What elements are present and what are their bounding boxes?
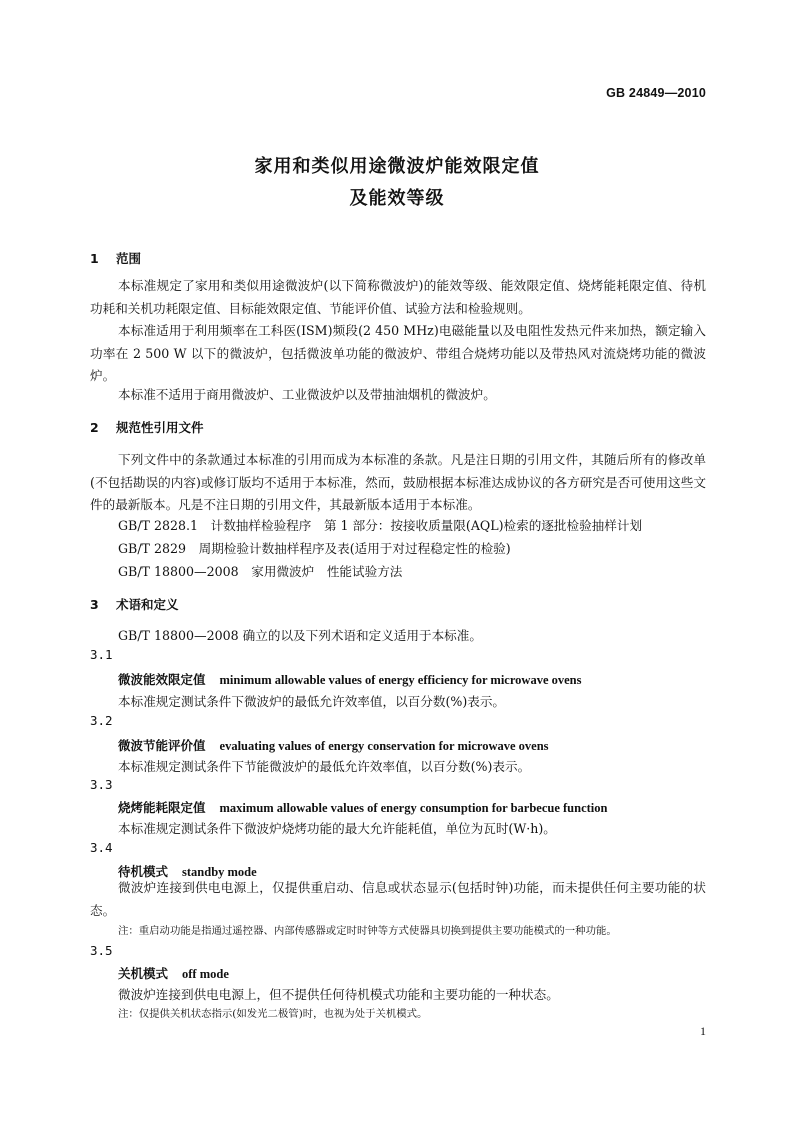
paragraph: 本标准适用于利用频率在工科医(ISM)频段(2 450 MHz)电磁能量以及电阻性发热元件来加热，额定输入功率在 2 500 W 以下的微波炉，包括微波单功能的微波炉、带组合烧烤功能以及带热风对流烧烤功能的微波炉。	[90, 323, 706, 383]
term-note: 注：重启动功能是指通过遥控器、内部传感器或定时时钟等方式使器具切换到提供主要功能模式的一种功能。	[118, 925, 617, 937]
terms-intro: GB/T 18800—2008 确立的以及下列术语和定义适用于本标准。	[118, 628, 482, 643]
term-heading	[118, 963, 229, 982]
section-number: 2	[90, 420, 99, 435]
paragraph: 本标准规定了家用和类似用途微波炉(以下简称微波炉)的能效等级、能效限定值、烧烤能耗限定值、待机功耗和关机功耗限定值、目标能效限定值、节能评价值、试验方法和检验规则。	[90, 278, 706, 316]
term-chinese: 微波节能评价值	[118, 738, 206, 753]
section-2-heading	[90, 418, 204, 436]
section-1-heading	[90, 249, 141, 267]
document-title-line1: 家用和类似用途微波炉能效限定值	[254, 156, 540, 177]
term-english: maximum allowable values of energy consumption for barbecue function	[219, 801, 608, 815]
term-definition: 本标准规定测试条件下微波炉烧烤功能的最大允许能耗值，单位为瓦时(W·h)。	[118, 821, 556, 836]
standard-number: GB 24849—2010	[606, 86, 706, 100]
section-title: 术语和定义	[116, 597, 179, 612]
term-number: 3.2	[90, 713, 113, 728]
term-heading	[118, 735, 549, 754]
term-chinese: 微波能效限定值	[118, 672, 206, 687]
term-note: 注：仅提供关机状态指示(如发光二极管)时，也视为处于关机模式。	[118, 1008, 428, 1020]
reference-item: GB/T 2828.1 计数抽样检验程序 第 1 部分：按接收质量限(AQL)检索的逐批检验抽样计划	[118, 518, 643, 533]
page-number: 1	[700, 1024, 706, 1038]
reference-item: GB/T 2829 周期检验计数抽样程序及表(适用于对过程稳定性的检验)	[118, 541, 511, 556]
term-chinese: 待机模式	[118, 864, 169, 879]
term-number: 3.3	[90, 777, 113, 792]
term-definition: 本标准规定测试条件下节能微波炉的最低允许效率值，以百分数(%)表示。	[118, 759, 531, 774]
paragraph: 下列文件中的条款通过本标准的引用而成为本标准的条款。凡是注日期的引用文件，其随后所有的修改单(不包括勘误的内容)或修订版均不适用于本标准，然而，鼓励根据本标准达成协议的各方研究是否可使用这些文件的最新版本。凡是不注日期的引用文件，其最新版本适用于本标准。	[90, 452, 706, 512]
term-definition: 微波炉连接到供电电源上，但不提供任何待机模式功能和主要功能的一种状态。	[118, 987, 559, 1002]
section-3-heading	[90, 595, 179, 613]
term-heading	[118, 797, 607, 816]
term-chinese: 关机模式	[118, 966, 169, 981]
term-english: minimum allowable values of energy efficiency for microwave ovens	[219, 673, 582, 687]
reference-item: GB/T 18800—2008 家用微波炉 性能试验方法	[118, 564, 403, 579]
term-heading	[118, 669, 582, 688]
term-english: evaluating values of energy conservation for microwave ovens	[219, 739, 549, 753]
term-definition: 本标准规定测试条件下微波炉的最低允许效率值，以百分数(%)表示。	[118, 694, 506, 709]
section-number: 1	[90, 251, 99, 266]
term-english: standby mode	[182, 865, 257, 879]
term-number: 3.1	[90, 647, 113, 662]
term-number: 3.4	[90, 840, 113, 855]
term-number: 3.5	[90, 943, 113, 958]
term-definition: 微波炉连接到供电电源上，仅提供重启动、信息或状态显示(包括时钟)功能，而未提供任何主要功能的状态。	[90, 880, 706, 918]
paragraph: 本标准不适用于商用微波炉、工业微波炉以及带抽油烟机的微波炉。	[118, 387, 496, 402]
section-number: 3	[90, 597, 99, 612]
document-title-line2: 及能效等级	[349, 188, 445, 209]
term-chinese: 烧烤能耗限定值	[118, 800, 206, 815]
section-title: 范围	[116, 251, 142, 266]
section-title: 规范性引用文件	[116, 420, 204, 435]
term-english: off mode	[182, 967, 229, 981]
